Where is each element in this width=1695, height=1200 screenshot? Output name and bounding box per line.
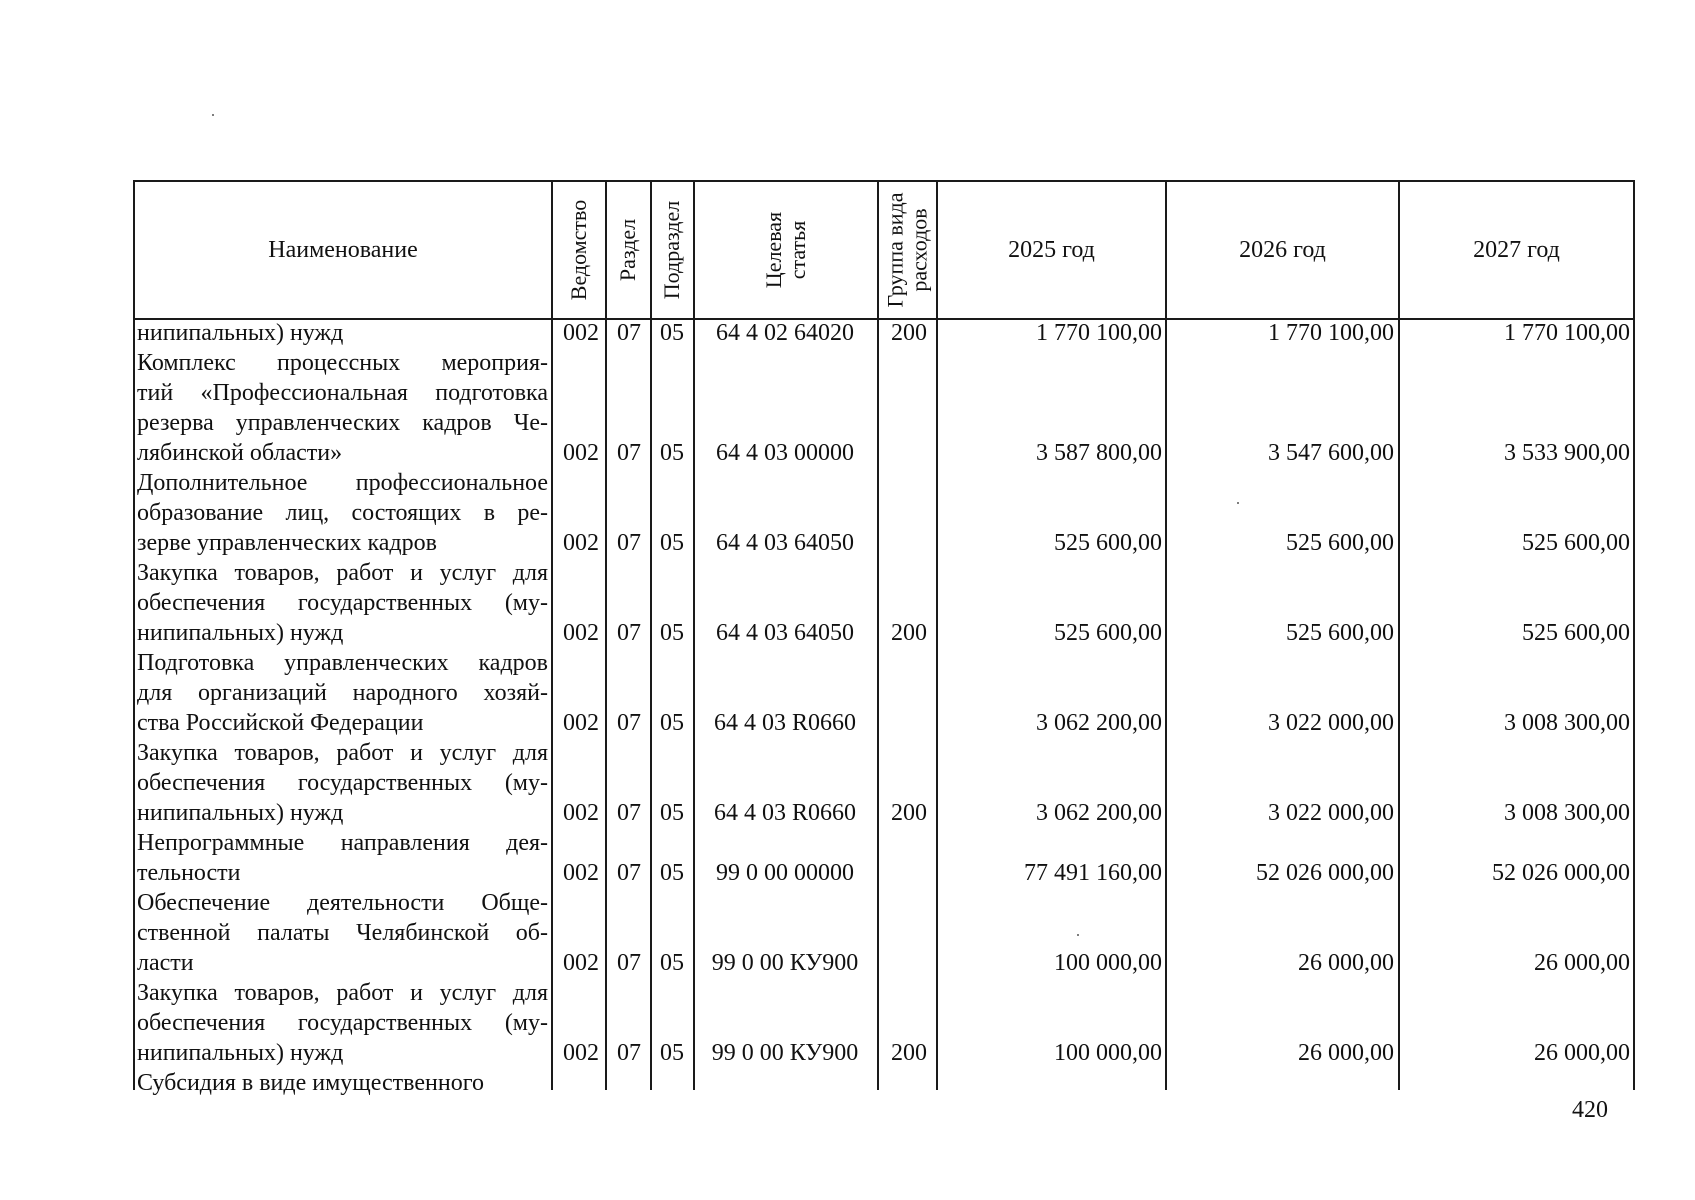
header-celevaya-label	[762, 212, 810, 288]
podrazdel-cell: 05	[660, 860, 684, 886]
row-name-line: обеспечения государственных (му-	[137, 1010, 548, 1036]
header-gruppa-label	[884, 193, 932, 308]
amount-2026-cell: 3 022 000,00	[1268, 800, 1394, 826]
amount-2025-cell: 77 491 160,00	[1024, 860, 1162, 886]
gruppa-cell: 200	[891, 1040, 927, 1066]
scan-speck	[212, 114, 214, 116]
amount-2025-cell: 525 600,00	[1054, 620, 1162, 646]
amount-2026-cell: 1 770 100,00	[1268, 320, 1394, 346]
amount-2025-cell: 3 062 200,00	[1036, 800, 1162, 826]
row-name-line: тельности	[137, 860, 241, 886]
row-name-line: нипипальных) нужд	[137, 1040, 344, 1066]
header-celevaya-line2: статья	[784, 220, 810, 280]
amount-2026-cell: 525 600,00	[1286, 530, 1394, 556]
celevaya-cell: 64 4 02 64020	[716, 320, 854, 346]
header-gruppa-line2: расходов	[906, 208, 932, 292]
amount-2026-cell: 26 000,00	[1298, 1040, 1394, 1066]
row-name-line: Закупка товаров, работ и услуг для	[137, 560, 548, 586]
row-name-line: Субсидия в виде имущественного	[137, 1070, 484, 1096]
row-name-line: Закупка товаров, работ и услуг для	[137, 740, 548, 766]
razdel-cell: 07	[617, 860, 641, 886]
razdel-cell: 07	[617, 800, 641, 826]
row-name-line: Подготовка управленческих кадров	[137, 650, 548, 676]
header-year-2027	[1400, 182, 1633, 318]
podrazdel-cell: 05	[660, 530, 684, 556]
header-podrazdel-label: Подраздел	[659, 200, 685, 300]
header-razdel	[607, 182, 650, 318]
razdel-cell: 07	[617, 530, 641, 556]
celevaya-cell: 64 4 03 00000	[716, 440, 854, 466]
row-name-line: Обеспечение деятельности Обще-	[137, 890, 548, 916]
amount-2027-cell: 3 008 300,00	[1504, 800, 1630, 826]
header-year-2025-label: 2025 год	[1008, 236, 1095, 263]
header-gruppa	[879, 182, 936, 318]
celevaya-cell: 64 4 03 R0660	[713, 800, 856, 826]
vedomstvo-cell: 002	[563, 710, 599, 736]
podrazdel-cell: 05	[660, 440, 684, 466]
amount-2026-cell: 3 547 600,00	[1268, 440, 1394, 466]
header-podrazdel	[652, 182, 693, 318]
row-name	[137, 318, 548, 348]
row-name-line: нипипальных) нужд	[137, 320, 344, 346]
row-name-line: Комплекс процессных мероприя-	[137, 350, 548, 376]
amount-2025-cell: 100 000,00	[1054, 950, 1162, 976]
amount-2026-cell: 52 026 000,00	[1256, 860, 1394, 886]
vedomstvo-cell: 002	[563, 1040, 599, 1066]
row-name-line: ласти	[137, 950, 194, 976]
header-year-2026-label: 2026 год	[1239, 236, 1326, 263]
amount-2027-cell: 3 533 900,00	[1504, 440, 1630, 466]
row-name	[137, 348, 548, 468]
row-name-line: обеспечения государственных (му-	[137, 770, 548, 796]
amount-2025-cell: 525 600,00	[1054, 530, 1162, 556]
row-name-line: лябинской области»	[137, 440, 343, 466]
row-name-line: зерве управленческих кадров	[137, 530, 437, 556]
row-name-line: резерва управленческих кадров Че-	[137, 410, 548, 436]
row-name-line: ства Российской Федерации	[137, 710, 424, 736]
amount-2026-cell: 3 022 000,00	[1268, 710, 1394, 736]
vedomstvo-cell: 002	[563, 620, 599, 646]
celevaya-cell: 99 0 00 00000	[716, 860, 854, 886]
header-name	[135, 182, 551, 318]
gruppa-cell: 200	[891, 800, 927, 826]
podrazdel-cell: 05	[660, 620, 684, 646]
row-name-line: тий «Профессиональная подготовка	[137, 380, 548, 406]
scan-speck	[1237, 502, 1239, 504]
row-name	[137, 648, 548, 738]
podrazdel-cell: 05	[660, 950, 684, 976]
celevaya-cell: 64 4 03 R0660	[713, 710, 856, 736]
row-name-line: нипипальных) нужд	[137, 800, 344, 826]
amount-2027-cell: 3 008 300,00	[1504, 710, 1630, 736]
row-name-line: для организаций народного хозяй-	[137, 680, 548, 706]
razdel-cell: 07	[617, 950, 641, 976]
amount-2026-cell: 26 000,00	[1298, 950, 1394, 976]
razdel-cell: 07	[617, 440, 641, 466]
amount-2025-cell: 3 062 200,00	[1036, 710, 1162, 736]
amount-2027-cell: 1 770 100,00	[1504, 320, 1630, 346]
row-name-line: обеспечения государственных (му-	[137, 590, 548, 616]
header-razdel-label: Раздел	[615, 218, 641, 282]
razdel-cell: 07	[617, 320, 641, 346]
scan-speck	[1077, 934, 1079, 936]
celevaya-cell: 64 4 03 64050	[716, 620, 854, 646]
razdel-cell: 07	[617, 620, 641, 646]
row-name-line: ственной палаты Челябинской об-	[137, 920, 548, 946]
podrazdel-cell: 05	[660, 800, 684, 826]
gruppa-cell: 200	[891, 620, 927, 646]
header-year-2026	[1167, 182, 1398, 318]
amount-2027-cell: 525 600,00	[1522, 620, 1630, 646]
podrazdel-cell: 05	[660, 1040, 684, 1066]
vedomstvo-cell: 002	[563, 320, 599, 346]
podrazdel-cell: 05	[660, 710, 684, 736]
amount-2025-cell: 3 587 800,00	[1036, 440, 1162, 466]
amount-2027-cell: 525 600,00	[1522, 530, 1630, 556]
header-year-2025	[938, 182, 1165, 318]
header-year-2027-label: 2027 год	[1473, 236, 1560, 263]
row-name-line: Дополнительное профессиональное	[137, 470, 548, 496]
vedomstvo-cell: 002	[563, 860, 599, 886]
row-name	[137, 828, 548, 888]
header-vedomstvo	[553, 182, 605, 318]
row-name-line: нипипальных) нужд	[137, 620, 344, 646]
razdel-cell: 07	[617, 1040, 641, 1066]
vedomstvo-cell: 002	[563, 440, 599, 466]
amount-2027-cell: 26 000,00	[1534, 950, 1630, 976]
vedomstvo-cell: 002	[563, 950, 599, 976]
header-celevaya	[695, 182, 877, 318]
row-name	[137, 1068, 548, 1098]
celevaya-cell: 99 0 00 КУ900	[711, 1040, 859, 1066]
row-name-line: образование лиц, состоящих в ре-	[137, 500, 548, 526]
row-name	[137, 468, 548, 558]
header-vedomstvo-label: Ведомство	[566, 199, 591, 301]
header-gruppa-line1: Группа вида	[882, 192, 908, 308]
amount-2027-cell: 52 026 000,00	[1492, 860, 1630, 886]
amount-2025-cell: 1 770 100,00	[1036, 320, 1162, 346]
vedomstvo-cell: 002	[563, 800, 599, 826]
podrazdel-cell: 05	[660, 320, 684, 346]
celevaya-cell: 99 0 00 КУ900	[711, 950, 859, 976]
row-name-line: Непрограммные направления дея-	[137, 830, 548, 856]
row-name	[137, 558, 548, 648]
amount-2027-cell: 26 000,00	[1534, 1040, 1630, 1066]
amount-2026-cell: 525 600,00	[1286, 620, 1394, 646]
row-name-line: Закупка товаров, работ и услуг для	[137, 980, 548, 1006]
col-border	[1633, 180, 1635, 1090]
vedomstvo-cell: 002	[563, 530, 599, 556]
header-name-label: Наименование	[268, 236, 418, 263]
amount-2025-cell: 100 000,00	[1054, 1040, 1162, 1066]
row-name	[137, 888, 548, 978]
row-name	[137, 978, 548, 1068]
page-number: 420	[1572, 1097, 1608, 1123]
header-celevaya-line1: Целевая	[760, 211, 786, 289]
row-name	[137, 738, 548, 828]
razdel-cell: 07	[617, 710, 641, 736]
gruppa-cell: 200	[891, 320, 927, 346]
celevaya-cell: 64 4 03 64050	[716, 530, 854, 556]
